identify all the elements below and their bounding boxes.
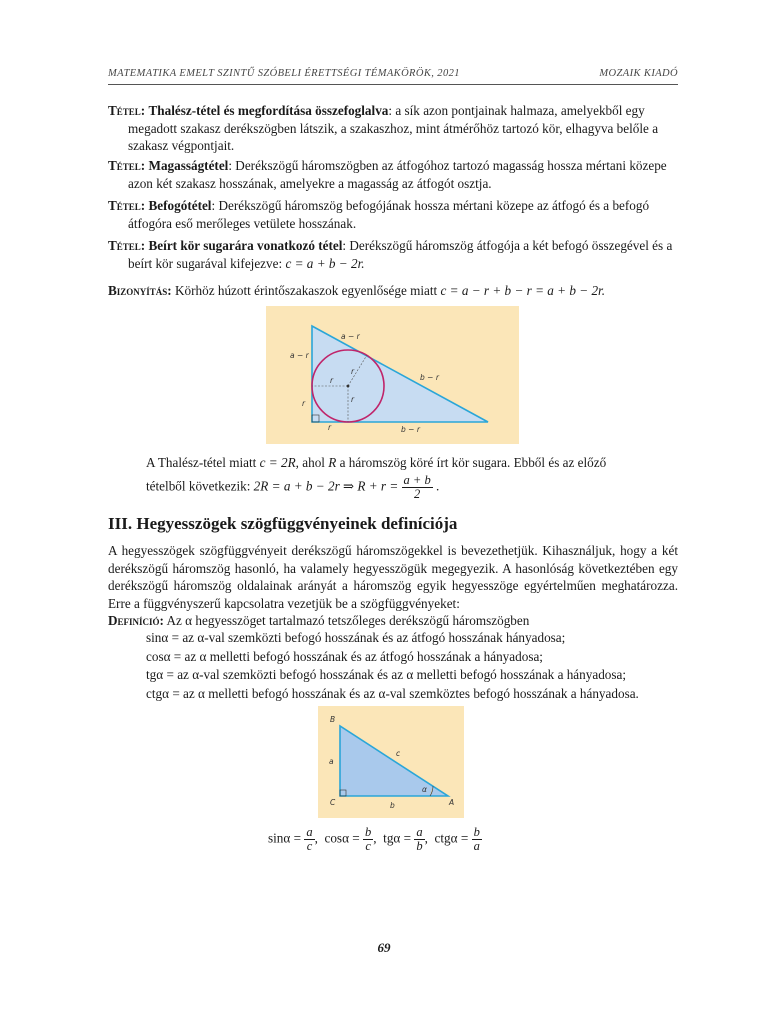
side-a: a — [329, 757, 334, 766]
side-c: c — [396, 749, 401, 758]
theorem-inradius: Tétel: Beírt kör sugarára vonatkozó tétel: Derékszögű háromszög átfogója a két befogó összegével és a beírt kör sugarával kifejezve: c = a + b − 2r. — [108, 238, 673, 271]
label-left-a-r: a − r — [290, 351, 309, 360]
thales-consequence: A Thalész-tétel miatt c = 2R, ahol R a háromszög köré írt kör sugara. Ebből és az előző tételből következik: 2R = a + b − 2r ⇒ R + r = $\frac{a + b}{2}$ . — [146, 455, 607, 501]
label-hyp-b-r: b − r — [420, 373, 439, 382]
page-number: 69 — [377, 940, 391, 955]
definition-lines — [146, 629, 686, 703]
fraction-ctg: $\frac{b}{a}$ — [473, 825, 480, 853]
def-sin: sinα = az α-val szemközti befogó hosszának és az átfogó hosszának hányadosa; — [146, 630, 566, 645]
header-rule — [108, 84, 678, 85]
header-publisher: MOZAIK KIADÓ — [599, 68, 678, 79]
proof: Bizonyítás: Körhöz húzott érintőszakaszok egyenlősége miatt c = a − r + b − r = a + b − 2r. — [108, 283, 606, 298]
vertex-c: C — [330, 798, 336, 807]
right-triangle — [312, 326, 488, 422]
label-radius-3: r — [351, 395, 355, 404]
trig-ratios: sinα = $\frac{a}{c}$ , cosα = $\frac{b}{c}$ , tgα = $\frac{a}{b}$ , ctgα = $\frac{b}{a}$ — [268, 825, 480, 853]
definition: Definíció: Az α hegyesszöget tartalmazó tetszőleges derékszögű háromszögben — [108, 613, 530, 628]
label-bottom-r: r — [328, 423, 332, 432]
vertex-a: A — [449, 798, 455, 807]
incircle-diagram — [266, 306, 519, 444]
theorem-thales: Tétel: Thalész-tétel és megfordítása összefoglalva: a sík azon pontjainak halmaza, amelyekből egy megadott szakasz derékszögben látszik, a szakaszhoz, mint átmérőhöz tartozó kör, elhagyva belőle a szakasz végpontjait. — [108, 103, 659, 153]
def-ctg: ctgα = az α melletti befogó hosszának és az α-val szemköztes befogó hosszának a hányadosa. — [146, 685, 639, 701]
label-left-r: r — [302, 399, 306, 408]
label-radius-2: r — [330, 376, 334, 385]
label-top-a-r: a − r — [341, 332, 360, 341]
label-radius-1: r — [351, 367, 355, 376]
label-bottom-b-r: b − r — [401, 425, 420, 434]
fraction-tg: $\frac{a}{b}$ — [416, 825, 423, 853]
abc-triangle — [340, 726, 448, 796]
incircle-figure — [266, 306, 519, 444]
intro-paragraph: A hegyesszögek szögfüggvényeit derékszögű háromszögekkel is bevezethetjük. Kihasználjuk, hogy a két derékszögű háromszög hasonló, ha valamely hegyesszögük megegyezik. A hasonlóság következtében egy derékszögű háromszög oldalainak arányát a háromszög egyik hegyesszöge egyértelműen meghatározza. Erre a függvényszerű kapcsolatra vezetjük be a szögfüggvényeket: — [108, 543, 678, 611]
fraction-a-plus-b-over-2: $\frac{a + b}{2}$ — [403, 473, 431, 501]
def-cos: cosα = az α melletti befogó hosszának és az átfogó hosszának a hányadosa; — [146, 648, 543, 664]
side-b: b — [390, 801, 395, 810]
theorem-altitude: Tétel: Magasságtétel: Derékszögű háromszögben az átfogóhoz tartozó magasság hossza mértani közepe azon két szakasz hosszának, amelyekre a magasság az átfogót osztja. — [108, 158, 667, 191]
trig-triangle-diagram — [318, 706, 464, 818]
fraction-cos: $\frac{b}{c}$ — [365, 825, 372, 853]
def-tg: tgα = az α-val szemközti befogó hosszának és az α melletti befogó hosszának a hányadosa; — [146, 667, 627, 682]
header-title: MATEMATIKA EMELT SZINTŰ SZÓBELI ÉRETTSÉGI TÉMAKÖRÖK, 2021 — [108, 68, 460, 79]
section-heading: III. Hegyesszögek szögfüggvényeinek definíciója — [108, 514, 458, 533]
angle-alpha: α — [422, 785, 427, 794]
theorem-leg: Tétel: Befogótétel: Derékszögű háromszög befogójának hossza mértani közepe az átfogó és a befogó átfogóra eső merőleges vetülete hosszának. — [108, 198, 650, 231]
vertex-b: B — [330, 715, 336, 724]
running-header — [108, 68, 678, 79]
fraction-sin: $\frac{a}{c}$ — [306, 825, 313, 853]
trig-triangle-figure — [318, 706, 464, 818]
